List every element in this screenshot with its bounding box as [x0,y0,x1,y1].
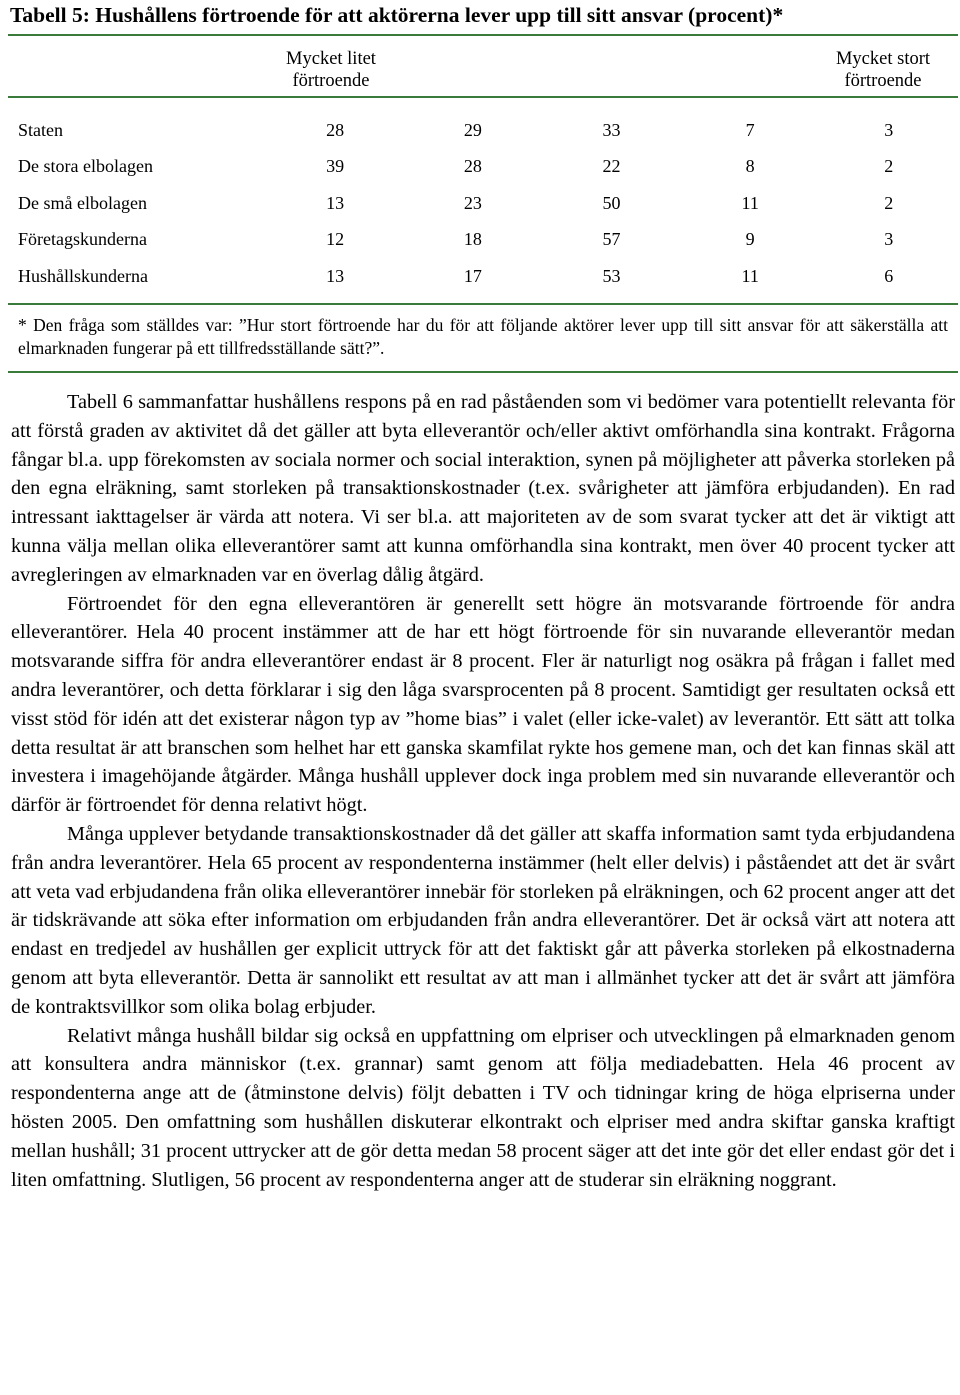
header-high-line2: förtroende [844,71,922,91]
table-cell: 18 [463,229,482,250]
header-low-line2: förtroende [292,71,370,91]
paragraph-3: Många upplever betydande transaktionskostnader då det gäller att skaffa information samt tyda erbjudandena från andra leverantörer. Hela 65 procent av respondenterna instämmer (helt eller delvis) i påståendet att det är svårt att veta vad erbjudandena från olika elleverantörer innebär för storleken på elräkningen, och 62 procent anger att det är tidskrävande att söka efter information om erbjudanden från andra elleverantörer. Det är också värt att notera att endast en tredjedel av hushållen ger explicit uttryck för att det faktiskt går att påverka storleken på elkostnaderna genom att byta elleverantör. Detta är sannolikt ett resultat av att man i allmänhet tycker att det är svårt att jämföra de kontraktsvillkor som olika bolag erbjuder. [11,822,955,1018]
table-cell: 39 [326,156,345,177]
body-text [11,388,955,1194]
table-cell: 29 [463,119,482,140]
table-row [8,222,958,259]
paragraph-1: Tabell 6 sammanfattar hushållens respons på en rad påståenden som vi bedömer vara potentiellt relevanta för att förstå graden av aktivitet då det gäller att byta elleverantör och/eller aktivt omförhandla sina kontrakt. Frågorna fångar bl.a. upp förekomsten av sociala normer och social interaktion, synen på möjligheter att påverka storleken på den egna elräkning, samt storleken på transaktionskostnader (t.ex. svårigheter att jämföra erbjudanden). En rad intressant iakttagelser är värda att notera. Vi ser bl.a. att majoriteten av de som svarat tycker att det är viktigt att kunna välja mellan olika elleverantörer samt att kunna omförhandla sina kontrakt, men över 40 procent tycker att avregleringen av elmarknaden var en överlag dålig åtgärd. [11,391,955,586]
header-high-line1: Mycket stort [835,49,931,69]
table-row [8,185,958,222]
table-cell: 8 [745,156,755,177]
table-cell: 2 [884,156,894,177]
paragraph-2: Förtroendet för den egna elleverantören är generellt sett högre än motsvarande förtroende för andra elleverantörer. Hela 40 procent instämmer att de har ett högt förtroende för sin nuvarande elleverantör medan motsvarande siffra för andra elleverantörer endast är 8 procent. Fler är naturligt nog osäkra på frågan i fallet med andra leverantörer, och detta förklarar i sig den låga svarsprocenten på 8 procent. Samtidigt ger resultaten också ett visst stöd för idén att det existerar någon typ av ”home bias” i valet (eller icke-valet) av leverantör. Ett sätt att tolka detta resultat är att branschen som helhet har ett ganska skamfilat rykte hos gemene man, och det kan finnas skäl att investera i imagehöjande åtgärder. Många hushåll upplever dock inga problem med sin nuvarande elleverantör och därför är förtroendet för denna relativt högt. [11,592,955,817]
table-cell: 7 [745,119,755,140]
table-title: Tabell 5: Hushållens förtroende för att aktörerna lever upp till sitt ansvar (procent)* [10,3,784,27]
row-label: Staten [18,119,63,140]
header-low-confidence [238,48,424,92]
row-label: De stora elbolagen [18,156,153,177]
table-cell: 2 [884,192,894,213]
table-5 [8,2,958,373]
data-table [8,112,958,295]
table-cell: 3 [884,229,894,250]
paragraph-4: Relativt många hushåll bildar sig också en uppfattning om elpriser och utvecklingen på elmarknaden genom att konsultera andra människor (t.ex. grannar) samt genom att följa mediadebatten. Hela 46 procent av respondenterna ange att de (åtminstone delvis) följt debatten i TV och tidningar kring de höga elpriserna under hösten 2005. Den omfattning som hushållen diskuterar elkontrakt och elpriser med andra skiftar ganska kraftigt mellan hushåll; 31 procent uttrycker att de gör detta medan 58 procent säger att det inte gör det eller endast gör det i liten omfattning. Slutligen, 56 procent av respondenterna anger att de studerar sin elräkning noggrant. [11,1024,955,1191]
row-label: Företagskunderna [18,229,147,250]
row-label: Hushållskunderna [18,265,148,286]
table-footnote: * Den fråga som ställdes var: ”Hur stort förtroende har du för att följande aktörer lever upp till sitt ansvar för att säkerställa att elmarknaden fungerar på ett tillfredsställande sätt?”. [18,314,948,358]
table-row [8,112,958,149]
table-cell: 28 [463,156,482,177]
table-cell: 23 [463,192,482,213]
table-cell: 11 [741,265,759,286]
header-high-confidence [808,48,958,92]
table-cell: 28 [326,119,345,140]
table-rule-mid [8,96,958,98]
table-rule-end [8,371,958,373]
table-cell: 6 [884,265,894,286]
row-label: De små elbolagen [18,192,147,213]
table-header [8,36,958,96]
table-cell: 53 [602,265,621,286]
table-cell: 50 [602,192,621,213]
table-cell: 11 [741,192,759,213]
table-cell: 9 [745,229,755,250]
table-cell: 57 [602,229,621,250]
table-cell: 17 [463,265,482,286]
table-cell: 13 [326,265,345,286]
table-row [8,149,958,186]
table-cell: 12 [326,229,345,250]
table-cell: 33 [602,119,621,140]
table-cell: 3 [884,119,894,140]
table-cell: 13 [326,192,345,213]
header-low-line1: Mycket litet [286,49,376,69]
table-row [8,258,958,295]
table-cell: 22 [602,156,621,177]
